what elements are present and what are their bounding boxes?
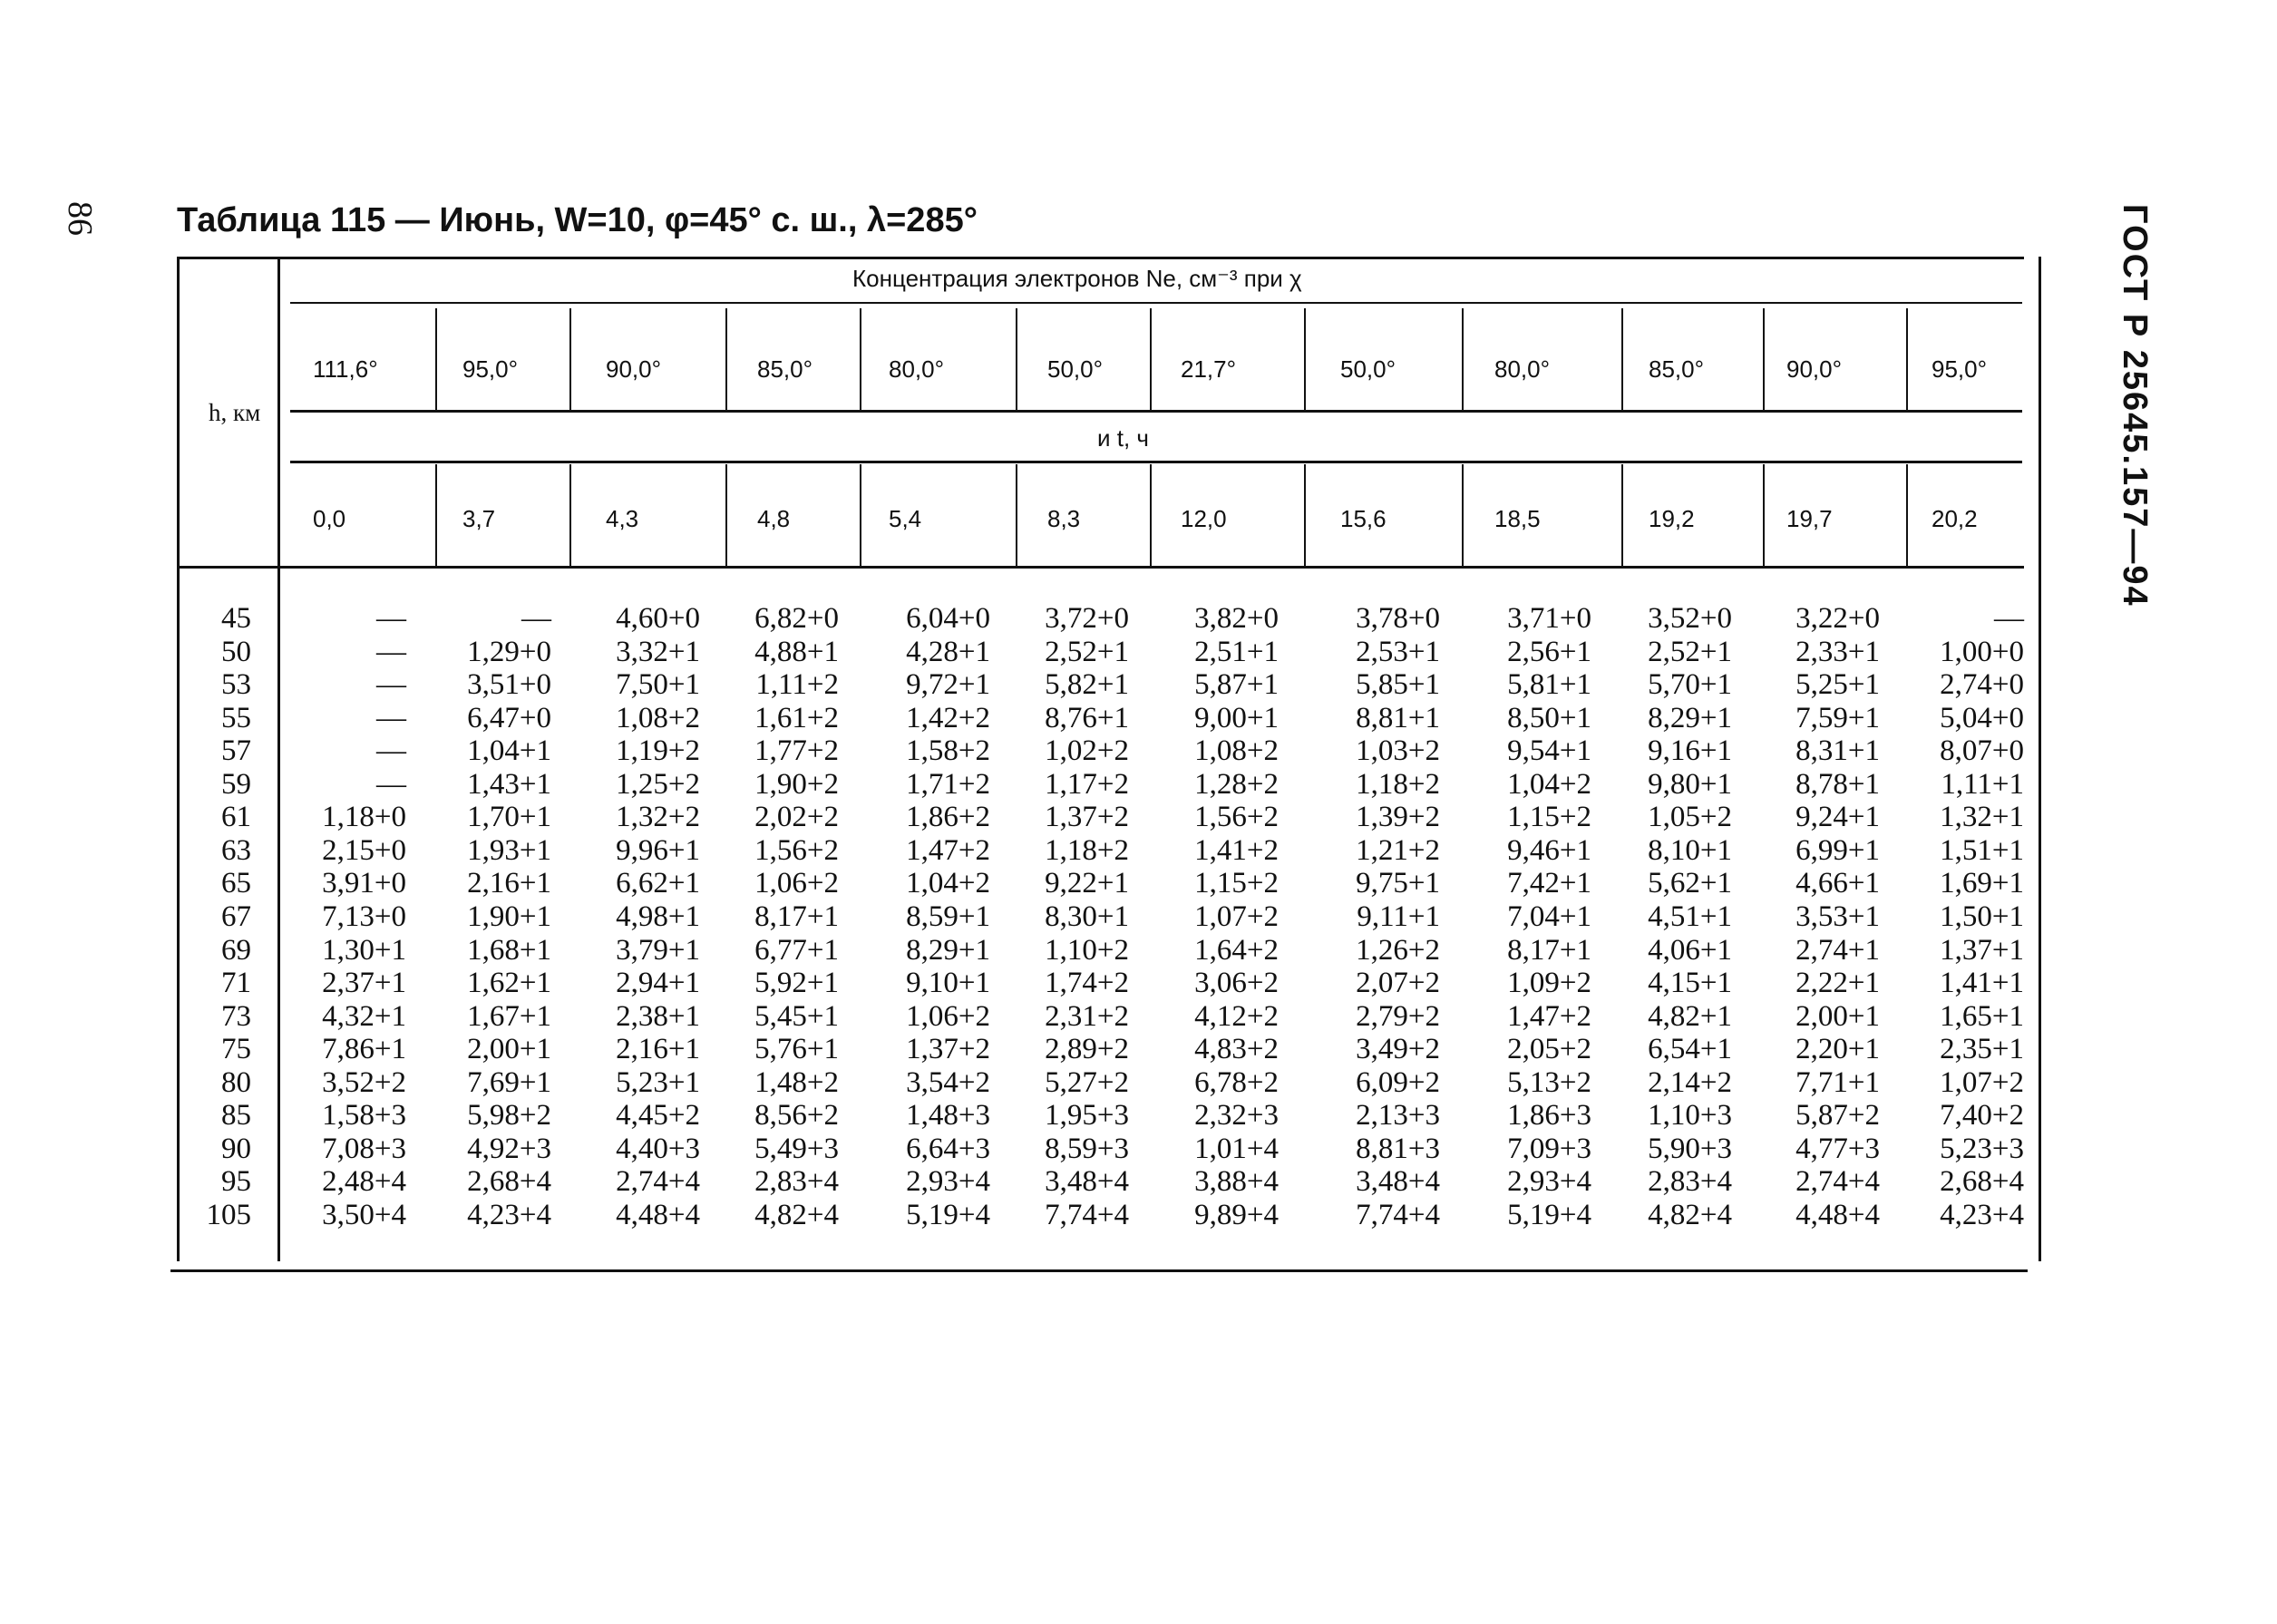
- table-cell: 5,23+1: [616, 1065, 700, 1099]
- table-cell: 1,62+1: [467, 967, 551, 1000]
- table-cell: 5,81+1: [1507, 668, 1591, 702]
- table-row-h: 75: [221, 1033, 251, 1066]
- table-cell: 8,78+1: [1795, 767, 1880, 801]
- chi-value-3: 85,0°: [757, 355, 813, 383]
- table-cell: 1,41+2: [1194, 833, 1279, 867]
- table-cell: 1,30+1: [322, 933, 406, 967]
- chi-value-0: 111,6°: [313, 355, 378, 383]
- table-cell: 5,85+1: [1356, 668, 1440, 702]
- table-cell: 3,48+4: [1045, 1165, 1129, 1199]
- table-cell: 1,10+2: [1045, 933, 1129, 967]
- table-cell: 9,24+1: [1795, 801, 1880, 834]
- header-rule-1: [290, 302, 2022, 304]
- table-cell: 1,18+2: [1356, 767, 1440, 801]
- chi-divider-0: [435, 308, 437, 410]
- table-cell: 7,40+2: [1940, 1099, 2024, 1133]
- table-cell: 1,04+1: [467, 734, 551, 768]
- chi-divider-6: [1304, 308, 1306, 410]
- table-cell: 2,33+1: [1795, 635, 1880, 668]
- table-cell: 6,78+2: [1194, 1065, 1279, 1099]
- table-cell: 4,48+4: [1795, 1198, 1880, 1231]
- table-cell: 9,72+1: [906, 668, 990, 702]
- t-value-9: 19,2: [1649, 505, 1695, 532]
- chi-divider-7: [1462, 308, 1464, 410]
- table-cell: 2,74+4: [616, 1165, 700, 1199]
- table-cell: 1,01+4: [1194, 1132, 1279, 1165]
- t-divider-8: [1621, 464, 1623, 566]
- table-cell: 4,28+1: [906, 635, 990, 668]
- table-cell: 5,45+1: [754, 999, 839, 1033]
- chi-divider-4: [1016, 308, 1017, 410]
- table-cell: 1,70+1: [467, 801, 551, 834]
- table-row-h: 69: [221, 933, 251, 967]
- table-cell: 3,06+2: [1194, 967, 1279, 1000]
- table-cell: 7,09+3: [1507, 1132, 1591, 1165]
- table-cell: 9,80+1: [1648, 767, 1732, 801]
- table-cell: 2,16+1: [467, 867, 551, 900]
- table-cell: —: [376, 668, 406, 702]
- table-cell: 1,41+1: [1940, 967, 2024, 1000]
- table-cell: 1,71+2: [906, 767, 990, 801]
- table-cell: 7,74+4: [1045, 1198, 1129, 1231]
- table-cell: 9,75+1: [1356, 867, 1440, 900]
- table-cell: 1,86+3: [1507, 1099, 1591, 1133]
- table-cell: 2,93+4: [1507, 1165, 1591, 1199]
- table-cell: 4,06+1: [1648, 933, 1732, 967]
- table-cell: 8,56+2: [754, 1099, 839, 1133]
- table-cell: 5,04+0: [1940, 701, 2024, 734]
- chi-value-7: 50,0°: [1340, 355, 1396, 383]
- table-cell: 5,87+2: [1795, 1099, 1880, 1133]
- t-divider-0: [435, 464, 437, 566]
- table-cell: 6,99+1: [1795, 833, 1880, 867]
- table-cell: 7,74+4: [1356, 1198, 1440, 1231]
- table-cell: 4,23+4: [1940, 1198, 2024, 1231]
- table-right-border: [2039, 257, 2041, 1261]
- table-row-h: 80: [221, 1065, 251, 1099]
- table-cell: 4,92+3: [467, 1132, 551, 1165]
- table-cell: 4,32+1: [322, 999, 406, 1033]
- table-row-h: 85: [221, 1099, 251, 1133]
- table-cell: 1,93+1: [467, 833, 551, 867]
- table-cell: 2,35+1: [1940, 1033, 2024, 1066]
- table-cell: 4,51+1: [1648, 900, 1732, 933]
- table-cell: 1,42+2: [906, 701, 990, 734]
- table-cell: 6,04+0: [906, 602, 990, 635]
- table-cell: 5,82+1: [1045, 668, 1129, 702]
- table-cell: —: [376, 635, 406, 668]
- table-cell: —: [521, 602, 551, 635]
- table-cell: 7,59+1: [1795, 701, 1880, 734]
- concentration-header: Концентрация электронов Nе, см⁻³ при χ: [852, 265, 1302, 292]
- table-cell: 8,30+1: [1045, 900, 1129, 933]
- chi-value-1: 95,0°: [462, 355, 519, 383]
- table-cell: 8,59+3: [1045, 1132, 1129, 1165]
- table-cell: 1,61+2: [754, 701, 839, 734]
- table-cell: 5,87+1: [1194, 668, 1279, 702]
- table-cell: 6,82+0: [754, 602, 839, 635]
- header-rule-2: [290, 410, 2022, 413]
- table-cell: 2,68+4: [1940, 1165, 2024, 1199]
- table-cell: 1,74+2: [1045, 967, 1129, 1000]
- table-cell: 8,50+1: [1507, 701, 1591, 734]
- table-cell: 2,52+1: [1045, 635, 1129, 668]
- t-value-2: 4,3: [606, 505, 639, 532]
- table-cell: 9,00+1: [1194, 701, 1279, 734]
- table-cell: 4,66+1: [1795, 867, 1880, 900]
- page-number: 86: [61, 201, 99, 236]
- table-cell: 4,15+1: [1648, 967, 1732, 1000]
- t-divider-4: [1016, 464, 1017, 566]
- table-cell: 2,74+0: [1940, 668, 2024, 702]
- chi-value-2: 90,0°: [606, 355, 662, 383]
- t-divider-7: [1462, 464, 1464, 566]
- chi-divider-2: [725, 308, 727, 410]
- table-cell: 2,52+1: [1648, 635, 1732, 668]
- table-cell: —: [376, 602, 406, 635]
- table-cell: 8,17+1: [1507, 933, 1591, 967]
- table-cell: 2,89+2: [1045, 1033, 1129, 1066]
- chi-value-8: 80,0°: [1494, 355, 1551, 383]
- table-cell: 2,53+1: [1356, 635, 1440, 668]
- table-row-h: 67: [221, 900, 251, 933]
- table-cell: 7,69+1: [467, 1065, 551, 1099]
- table-cell: 1,06+2: [754, 867, 839, 900]
- table-row-h: 71: [221, 967, 251, 1000]
- table-cell: 1,37+2: [1045, 801, 1129, 834]
- table-cell: 1,19+2: [616, 734, 700, 768]
- table-cell: 9,54+1: [1507, 734, 1591, 768]
- table-cell: 8,81+3: [1356, 1132, 1440, 1165]
- table-cell: 1,47+2: [906, 833, 990, 867]
- table-cell: 1,07+2: [1940, 1065, 2024, 1099]
- table-cell: 3,72+0: [1045, 602, 1129, 635]
- table-cell: 4,77+3: [1795, 1132, 1880, 1165]
- table-cell: 1,15+2: [1194, 867, 1279, 900]
- table-cell: 5,25+1: [1795, 668, 1880, 702]
- table-cell: 2,20+1: [1795, 1033, 1880, 1066]
- table-cell: 2,94+1: [616, 967, 700, 1000]
- table-cell: 7,50+1: [616, 668, 700, 702]
- table-cell: 9,16+1: [1648, 734, 1732, 768]
- table-cell: 1,37+1: [1940, 933, 2024, 967]
- table-cell: 1,32+1: [1940, 801, 2024, 834]
- table-cell: 2,79+2: [1356, 999, 1440, 1033]
- table-row-h: 90: [221, 1132, 251, 1165]
- chi-value-11: 95,0°: [1932, 355, 1988, 383]
- table-cell: 5,70+1: [1648, 668, 1732, 702]
- table-cell: 3,52+0: [1648, 602, 1732, 635]
- table-cell: 1,48+2: [754, 1065, 839, 1099]
- table-cell: 1,06+2: [906, 999, 990, 1033]
- table-cell: 8,07+0: [1940, 734, 2024, 768]
- t-value-7: 15,6: [1340, 505, 1387, 532]
- table-cell: 5,92+1: [754, 967, 839, 1000]
- table-cell: 1,90+2: [754, 767, 839, 801]
- table-cell: 9,89+4: [1194, 1198, 1279, 1231]
- t-divider-6: [1304, 464, 1306, 566]
- table-cell: 1,02+2: [1045, 734, 1129, 768]
- table-cell: —: [1994, 602, 2024, 635]
- table-cell: 1,69+1: [1940, 867, 2024, 900]
- table-cell: 5,90+3: [1648, 1132, 1732, 1165]
- table-cell: 7,04+1: [1507, 900, 1591, 933]
- chi-divider-8: [1621, 308, 1623, 410]
- table-row-h: 53: [221, 668, 251, 702]
- table-cell: 8,76+1: [1045, 701, 1129, 734]
- table-cell: 2,14+2: [1648, 1065, 1732, 1099]
- table-cell: 7,86+1: [322, 1033, 406, 1066]
- table-cell: 1,08+2: [616, 701, 700, 734]
- table-cell: 4,82+1: [1648, 999, 1732, 1033]
- table-cell: 9,11+1: [1357, 900, 1440, 933]
- table-cell: 1,56+2: [754, 833, 839, 867]
- table-cell: 5,23+3: [1940, 1132, 2024, 1165]
- table-cell: 1,56+2: [1194, 801, 1279, 834]
- table-cell: 3,78+0: [1356, 602, 1440, 635]
- table-cell: 8,17+1: [754, 900, 839, 933]
- table-cell: 2,22+1: [1795, 967, 1880, 1000]
- table-cell: 2,02+2: [754, 801, 839, 834]
- table-cell: 1,05+2: [1648, 801, 1732, 834]
- table-cell: 2,05+2: [1507, 1033, 1591, 1066]
- table-cell: 6,09+2: [1356, 1065, 1440, 1099]
- table-bottom-border: [170, 1269, 2028, 1272]
- table-cell: 4,83+2: [1194, 1033, 1279, 1066]
- chi-value-6: 21,7°: [1181, 355, 1237, 383]
- table-cell: 3,54+2: [906, 1065, 990, 1099]
- table-cell: 2,74+1: [1795, 933, 1880, 967]
- table-row-h: 50: [221, 635, 251, 668]
- table-cell: 4,45+2: [616, 1099, 700, 1133]
- t-value-1: 3,7: [462, 505, 496, 532]
- table-cell: 3,82+0: [1194, 602, 1279, 635]
- t-value-5: 8,3: [1047, 505, 1081, 532]
- table-cell: —: [376, 734, 406, 768]
- table-cell: 8,29+1: [1648, 701, 1732, 734]
- table-cell: 4,40+3: [616, 1132, 700, 1165]
- table-row-h: 95: [221, 1165, 251, 1199]
- table-row-h: 55: [221, 701, 251, 734]
- table-row-h: 73: [221, 999, 251, 1033]
- table-cell: 1,43+1: [467, 767, 551, 801]
- table-cell: 1,17+2: [1045, 767, 1129, 801]
- t-value-4: 5,4: [889, 505, 922, 532]
- table-cell: 3,49+2: [1356, 1033, 1440, 1066]
- table-cell: 1,29+0: [467, 635, 551, 668]
- table-cell: 1,67+1: [467, 999, 551, 1033]
- table-cell: 9,10+1: [906, 967, 990, 1000]
- table-cell: 2,83+4: [1648, 1165, 1732, 1199]
- time-header: и t, ч: [1097, 424, 1149, 452]
- table-cell: 7,42+1: [1507, 867, 1591, 900]
- table-cell: 6,64+3: [906, 1132, 990, 1165]
- table-cell: 1,77+2: [754, 734, 839, 768]
- table-cell: 3,91+0: [322, 867, 406, 900]
- table-cell: 5,13+2: [1507, 1065, 1591, 1099]
- chi-value-9: 85,0°: [1649, 355, 1705, 383]
- table-cell: 1,86+2: [906, 801, 990, 834]
- table-cell: 1,39+2: [1356, 801, 1440, 834]
- table-cell: 3,79+1: [616, 933, 700, 967]
- table-cell: 2,32+3: [1194, 1099, 1279, 1133]
- table-cell: 1,68+1: [467, 933, 551, 967]
- table-cell: 5,49+3: [754, 1132, 839, 1165]
- table-cell: 2,00+1: [467, 1033, 551, 1066]
- chi-value-10: 90,0°: [1786, 355, 1843, 383]
- table-cell: 3,48+4: [1356, 1165, 1440, 1199]
- table-cell: 1,50+1: [1940, 900, 2024, 933]
- table-cell: 4,60+0: [616, 602, 700, 635]
- table-row-h: 105: [206, 1198, 251, 1231]
- table-cell: 9,96+1: [616, 833, 700, 867]
- table-cell: 4,82+4: [1648, 1198, 1732, 1231]
- table-row-h: 45: [221, 602, 251, 635]
- table-cell: 1,37+2: [906, 1033, 990, 1066]
- table-cell: 2,15+0: [322, 833, 406, 867]
- table-row-h: 59: [221, 767, 251, 801]
- table-cell: 5,98+2: [467, 1099, 551, 1133]
- table-cell: 9,22+1: [1045, 867, 1129, 900]
- table-cell: 1,21+2: [1356, 833, 1440, 867]
- table-cell: 1,07+2: [1194, 900, 1279, 933]
- document-code: ГОСТ Р 25645.157—94: [2116, 204, 2154, 608]
- table-cell: 7,13+0: [322, 900, 406, 933]
- table-cell: 5,19+4: [906, 1198, 990, 1231]
- table-top-border: [177, 257, 2024, 259]
- table-cell: 2,07+2: [1356, 967, 1440, 1000]
- table-cell: 1,11+2: [755, 668, 839, 702]
- table-cell: 1,48+3: [906, 1099, 990, 1133]
- t-value-3: 4,8: [757, 505, 791, 532]
- table-cell: 2,00+1: [1795, 999, 1880, 1033]
- table-cell: 1,47+2: [1507, 999, 1591, 1033]
- table-cell: 3,32+1: [616, 635, 700, 668]
- table-cell: 2,68+4: [467, 1165, 551, 1199]
- table-cell: 1,04+2: [906, 867, 990, 900]
- t-value-0: 0,0: [313, 505, 346, 532]
- table-cell: 7,08+3: [322, 1132, 406, 1165]
- table-cell: 4,98+1: [616, 900, 700, 933]
- table-cell: 1,58+3: [322, 1099, 406, 1133]
- table-cell: 1,51+1: [1940, 833, 2024, 867]
- t-value-11: 20,2: [1932, 505, 1978, 532]
- table-cell: 1,03+2: [1356, 734, 1440, 768]
- table-cell: 2,31+2: [1045, 999, 1129, 1033]
- t-value-10: 19,7: [1786, 505, 1833, 532]
- table-cell: 1,25+2: [616, 767, 700, 801]
- table-cell: 2,93+4: [906, 1165, 990, 1199]
- t-value-6: 12,0: [1181, 505, 1227, 532]
- table-cell: 3,51+0: [467, 668, 551, 702]
- table-cell: 1,09+2: [1507, 967, 1591, 1000]
- header-rule-4: [177, 566, 2024, 569]
- table-cell: 8,81+1: [1356, 701, 1440, 734]
- table-cell: 1,18+2: [1045, 833, 1129, 867]
- table-cell: 2,74+4: [1795, 1165, 1880, 1199]
- t-value-8: 18,5: [1494, 505, 1541, 532]
- table-cell: 4,88+1: [754, 635, 839, 668]
- chi-value-4: 80,0°: [889, 355, 945, 383]
- table-cell: 1,64+2: [1194, 933, 1279, 967]
- table-cell: 2,13+3: [1356, 1099, 1440, 1133]
- table-cell: 1,28+2: [1194, 767, 1279, 801]
- table-cell: 1,95+3: [1045, 1099, 1129, 1133]
- table-cell: 2,37+1: [322, 967, 406, 1000]
- table-cell: 1,58+2: [906, 734, 990, 768]
- table-cell: 9,46+1: [1507, 833, 1591, 867]
- table-cell: 2,48+4: [322, 1165, 406, 1199]
- table-cell: 2,51+1: [1194, 635, 1279, 668]
- t-divider-2: [725, 464, 727, 566]
- table-cell: 4,12+2: [1194, 999, 1279, 1033]
- table-cell: 3,71+0: [1507, 602, 1591, 635]
- table-cell: 1,04+2: [1507, 767, 1591, 801]
- table-cell: 8,29+1: [906, 933, 990, 967]
- chi-divider-10: [1906, 308, 1908, 410]
- table-cell: 4,23+4: [467, 1198, 551, 1231]
- table-cell: 3,88+4: [1194, 1165, 1279, 1199]
- table-cell: 4,82+4: [754, 1198, 839, 1231]
- table-cell: 1,26+2: [1356, 933, 1440, 967]
- table-cell: 8,31+1: [1795, 734, 1880, 768]
- table-cell: 5,27+2: [1045, 1065, 1129, 1099]
- table-cell: 1,10+3: [1648, 1099, 1732, 1133]
- table-cell: 1,32+2: [616, 801, 700, 834]
- table-cell: 7,71+1: [1795, 1065, 1880, 1099]
- table-cell: 5,76+1: [754, 1033, 839, 1066]
- table-cell: 2,38+1: [616, 999, 700, 1033]
- table-cell: 2,56+1: [1507, 635, 1591, 668]
- table-title: Таблица 115 — Июнь, W=10, φ=45° с. ш., λ=285°: [177, 201, 978, 239]
- table-row-h: 61: [221, 801, 251, 834]
- table-cell: 1,65+1: [1940, 999, 2024, 1033]
- chi-value-5: 50,0°: [1047, 355, 1104, 383]
- table-cell: 1,15+2: [1507, 801, 1591, 834]
- table-cell: —: [376, 701, 406, 734]
- table-cell: 5,62+1: [1648, 867, 1732, 900]
- table-cell: 6,77+1: [754, 933, 839, 967]
- table-row-h: 63: [221, 833, 251, 867]
- table-cell: 1,90+1: [467, 900, 551, 933]
- table-cell: 3,22+0: [1795, 602, 1880, 635]
- h-header-label: h, км: [209, 399, 261, 426]
- table-cell: 4,48+4: [616, 1198, 700, 1231]
- table-cell: 2,16+1: [616, 1033, 700, 1066]
- header-rule-3: [290, 461, 2022, 463]
- table-cell: 1,00+0: [1940, 635, 2024, 668]
- t-divider-10: [1906, 464, 1908, 566]
- table-cell: 8,10+1: [1648, 833, 1732, 867]
- table-cell: 1,08+2: [1194, 734, 1279, 768]
- table-cell: 3,53+1: [1795, 900, 1880, 933]
- table-row-h: 57: [221, 734, 251, 768]
- table-cell: 6,62+1: [616, 867, 700, 900]
- table-cell: 6,47+0: [467, 701, 551, 734]
- table-cell: 8,59+1: [906, 900, 990, 933]
- table-row-h: 65: [221, 867, 251, 900]
- table-cell: 3,50+4: [322, 1198, 406, 1231]
- table-cell: 6,54+1: [1648, 1033, 1732, 1066]
- table-cell: 3,52+2: [322, 1065, 406, 1099]
- table-cell: 2,83+4: [754, 1165, 839, 1199]
- table-cell: 5,19+4: [1507, 1198, 1591, 1231]
- table-cell: 1,18+0: [322, 801, 406, 834]
- table-cell: —: [376, 767, 406, 801]
- table-cell: 1,11+1: [1941, 767, 2024, 801]
